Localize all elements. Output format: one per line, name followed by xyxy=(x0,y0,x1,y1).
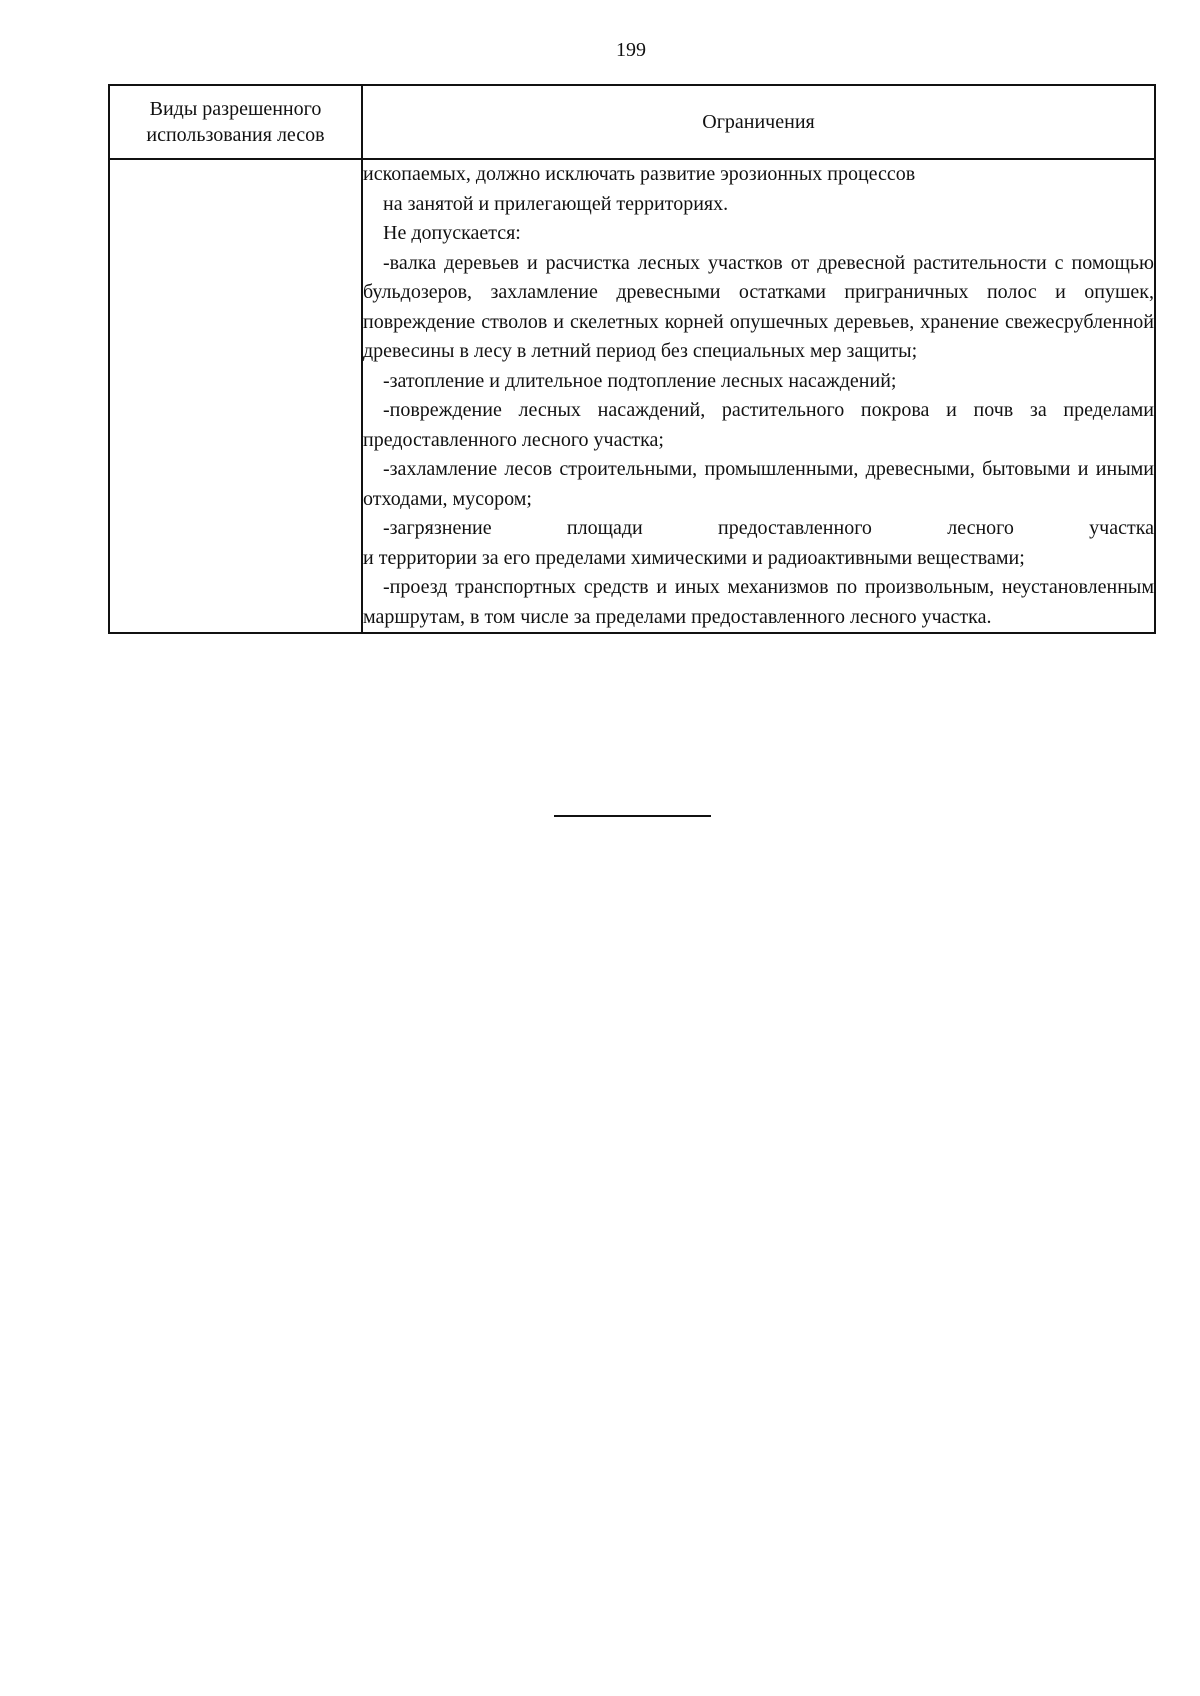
restriction-item: -захламление лесов строительными, промышленными, древесными, бытовыми и иными отходами, мусором; xyxy=(363,458,1154,510)
restriction-item: -загрязнение площади предоставленного лесного участка xyxy=(383,517,1154,539)
restriction-paragraph: Не допускается: xyxy=(383,222,521,244)
restriction-item: -проезд транспортных средств и иных механизмов по произвольным, неустановленным маршрутам, в том числе за пределами предоставленного лесного участка. xyxy=(363,576,1154,628)
end-of-section-rule xyxy=(554,815,711,817)
restriction-item-continuation: и территории за его пределами химическими и радиоактивными веществами; xyxy=(363,546,1025,569)
column-header-restrictions: Ограничения xyxy=(362,85,1155,159)
restriction-item: -повреждение лесных насаждений, растительного покрова и почв за пределами предоставленного лесного участка; xyxy=(363,399,1154,451)
table-header-row xyxy=(109,85,1155,159)
restriction-paragraph: на занятой и прилегающей территориях. xyxy=(383,192,729,215)
table-row xyxy=(109,159,1155,633)
restrictions-table xyxy=(108,84,1156,634)
usage-type-cell xyxy=(109,159,362,633)
restriction-paragraph: ископаемых, должно исключать развитие эрозионных процессов xyxy=(363,163,916,185)
restriction-item: -затопление и длительное подтопление лесных насаждений; xyxy=(383,369,897,392)
page-number: 199 xyxy=(616,39,646,61)
restrictions-cell xyxy=(362,159,1155,633)
restriction-item: -валка деревьев и расчистка лесных участков от древесной растительности с помощью бульдозеров, захламление древесными остатками приграничных полос и опушек, повреждение стволов и скелетных корней опушечных деревьев, хранение свежесрубленной древесины в лесу в летний период без специальных мер защиты; xyxy=(363,251,1154,362)
column-header-usage-types: Виды разрешенного использования лесов xyxy=(109,85,362,159)
